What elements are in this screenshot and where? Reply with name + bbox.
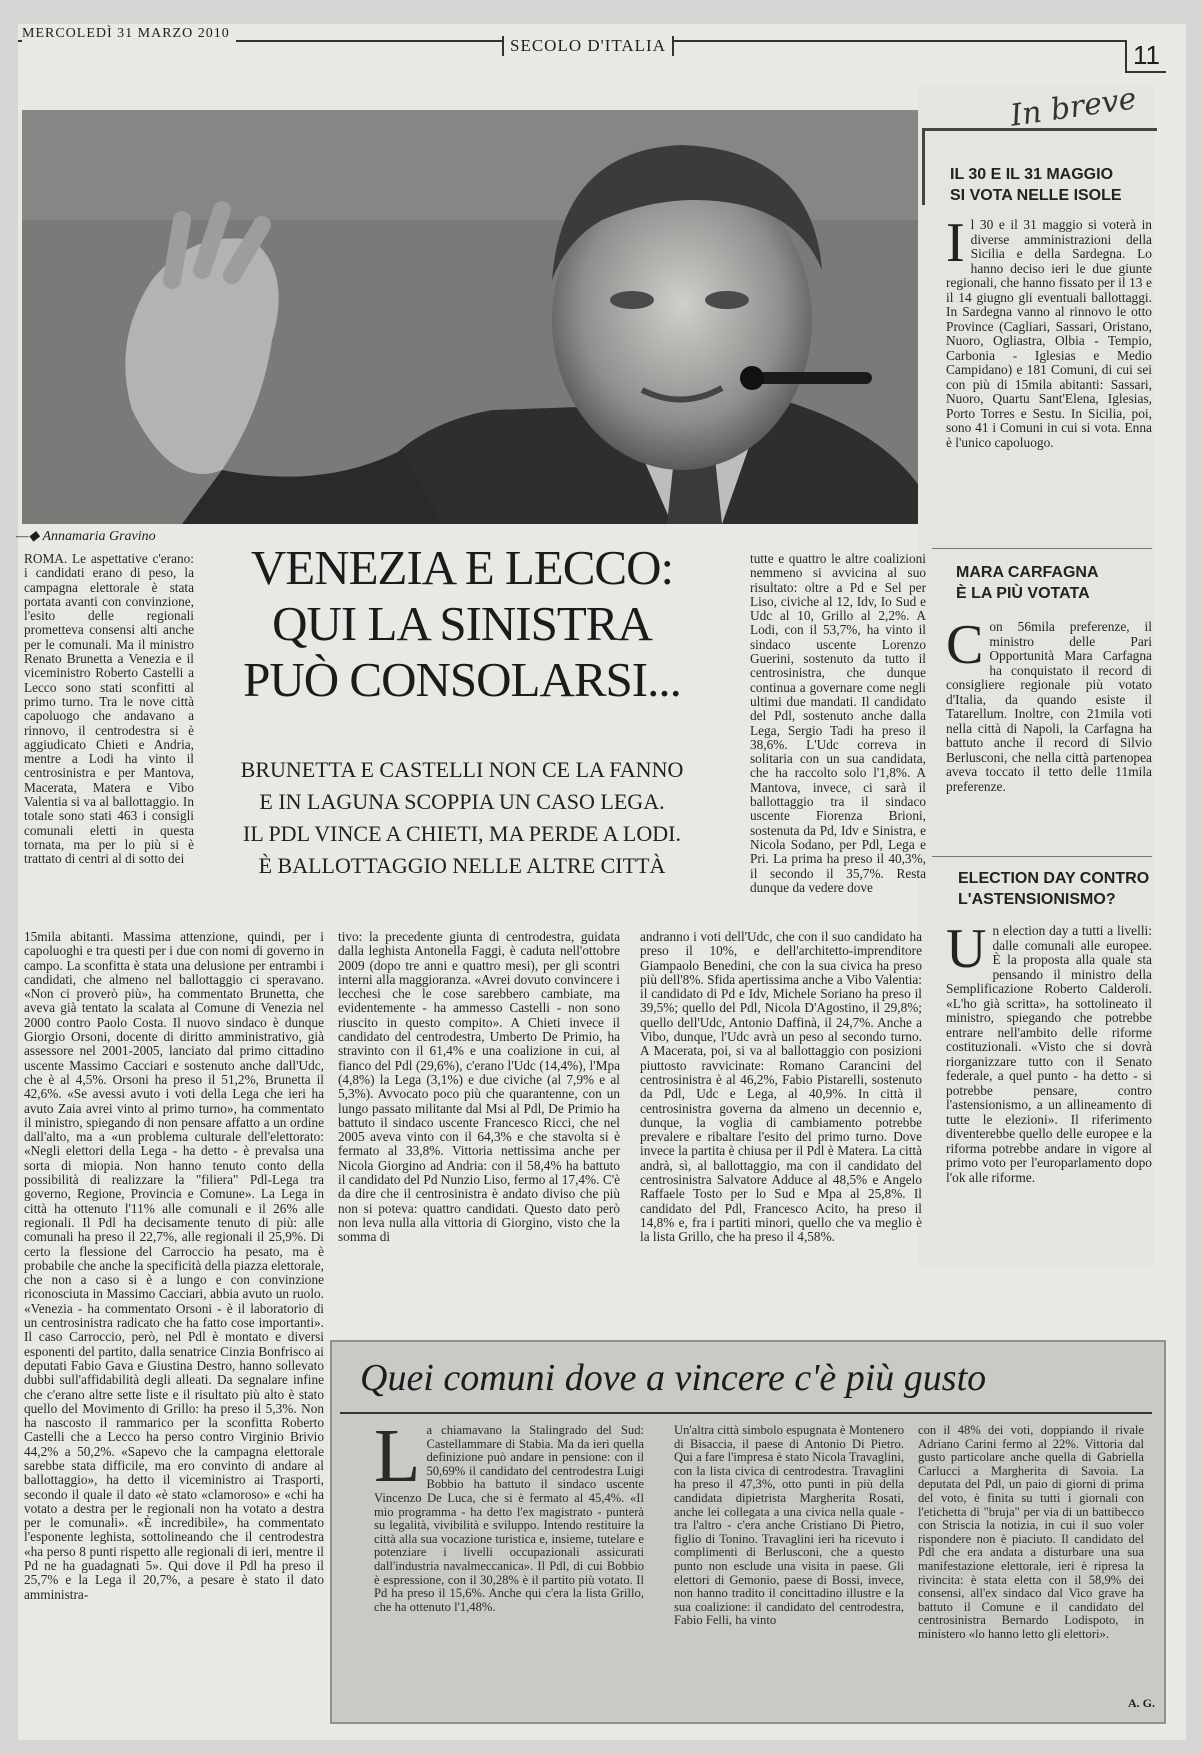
article-column-3-bottom: andranno i voti dell'Udc, che con il suo candidato ha preso il 10%, e dell'architetto-imprenditore Giampaolo Benedini, che con la sua civica ha preso più dell'8%. Sfida apertissima anche a Vibo Valentia: il candidato di Pd e Idv, Michele Soriano ha preso il 39,5%; quello del Pdl, Nicola D'Agostino, il 29,8%; quello dell'Udc, Antonio Daffinà, il 24,7%. Anche a Vibo, dunque, l'Udc avrà un peso al secondo turno. A Macerata, poi, si va al ballottaggio con posizioni piuttosto ravvicinate: Romano Carancini del centrosinistra è al 46,2%, Fabio Pistarelli, sostenuto da Pdl, Udc e Lega, al 40,9%. In città il centrosinistra governa da almeno un decennio e, dunque, la voglia di cambiamento potrebbe prevalere e ribaltare l'esito del primo turno. Dove invece la partita è chiusa per il Pdl è Matera. La città andrà, sì, al ballottaggio, ma con il candidato del centrosinistra Salvatore Adduce al 48,5% e Angelo Raffaele Tosto per lo Sud e Mpa al 25,8%. Il candidato del Pdl, Francesco Acito, ha preso il 14,8% e, fra i partiti minori, quello che va meglio è la lista Grillo, che ha preso il 4,58%. — [640, 930, 922, 1245]
sidebar-separator — [932, 548, 1152, 549]
subhead-line: BRUNETTA E CASTELLI NON CE LA FANNO — [240, 757, 684, 782]
headline-line: QUI LA SINISTRA — [272, 596, 652, 651]
masthead: SECOLO D'ITALIA — [502, 36, 674, 56]
byline: —◆ Annamaria Gravino — [16, 529, 156, 544]
sidebar-item2-title — [956, 562, 1099, 604]
paragraph: n election day a tutti a livelli: dalle comunali alle europee. È la proposta alla quale sta pensando il ministro della Semplificazione Roberto Calderoli. «L'ho già scritta», ha sottolineato il ministro, spiegando che potrebbe entrare nell'ambito delle riforme costituzionali. «Visto che si dovrà riorganizzare tutto con il Senato federale, a quel punto - ha detto - si potrebbe pensare, contro l'astensionismo, a un allineamento di tutte le elezioni». Il riferimento diventerebbe quello delle europee e la riforma potrebbe andare in vigore al primo voto per l'europarlamento dopo l'ok alle riforme. — [946, 923, 1152, 1185]
paragraph: l 30 e il 31 maggio si voterà in diverse amministrazioni della Sicilia e della Sardegna. Lo hanno deciso ieri le due giunte regionali, che hanno fissato per il 13 e il 14 giugno gli eventuali ballottaggi. In Sardegna vanno al rinnovo le otto Province (Cagliari, Sassari, Oristano, Nuoro, Ogliastra, Olbia - Tempio, Carbonia - Iglesias e Medio Campidano) e 181 Comuni, di cui sei con più di 15mila abitanti: Sassari, Nuoro, Quartu Sant'Elena, Iglesias, Porto Torres e Sestu. In Sicilia, poi, sono 41 i Comuni in cui si vota. Enna è l'unico capoluogo. — [946, 217, 1152, 450]
dropcap: I — [946, 212, 965, 274]
sidebar-item2-text — [946, 614, 1152, 856]
title-line: IL 30 E IL 31 MAGGIO — [950, 166, 1114, 183]
article-photo — [22, 110, 922, 524]
box-column-1 — [374, 1424, 644, 1710]
title-line: ELECTION DAY CONTRO — [958, 870, 1150, 887]
paragraph: on 56mila preferenze, il ministro delle Pari Opportunità Mara Carfagna ha conquistato il record di consigliere regionale più votato d'Italia, da quando esiste il Tatarellum. Inoltre, con 21mila voti nella città di Napoli, la Carfagna ha battuto anche il record di Silvio Berlusconi, che nella città partenopea aveva toccato il tetto delle 11mila preferenze. — [946, 619, 1152, 794]
portrait-illustration — [22, 110, 922, 524]
sidebar-separator — [932, 856, 1152, 857]
sidebar-item3-text — [946, 918, 1152, 1294]
box-column-2: Un'altra città simbolo espugnata è Montenero di Bisaccia, il paese di Antonio Di Pietro. Qui a fare l'impresa è stato Nicola Travaglini, con la lista civica di centrodestra. Travaglini ha preso il 47,3%, otto punti in più della candidata dipietrista Margherita Rosati, anche lei collegata a una civica nella quale - tra l'altro - c'era anche Cristiano Di Pietro, figlio di Tonino. Travaglini ieri ha ricevuto i complimenti di Berlusconi, che a questo punto non esclude una visita in paese. Gli elettori di Gemonio, paese di Bossi, invece, non hanno tradito il concittadino illustre e la sua coalizione: il candidato del centrodestra, Fabio Felli, ha vinto — [674, 1424, 904, 1628]
author-name: Annamaria Gravino — [42, 529, 156, 544]
title-line: SI VOTA NELLE ISOLE — [950, 187, 1122, 204]
dropcap: U — [946, 918, 987, 980]
sidebar-item3-title — [958, 868, 1149, 910]
headline — [192, 540, 732, 708]
dropcap: L — [374, 1424, 421, 1498]
subhead-line: E IN LAGUNA SCOPPIA UN CASO LEGA. — [259, 789, 665, 814]
title-line: È LA PIÙ VOTATA — [956, 585, 1090, 602]
box-title-rule — [340, 1412, 1152, 1414]
dropcap: C — [946, 614, 984, 676]
article-column-1-bottom: 15mila abitanti. Massima attenzione, quindi, per i capoluoghi e tra questi per i due con nomi di governo in campo. La sconfitta è stata una delusione per entrambi i candidati, che almeno nel ballottaggio ci speravano. «Non ci proverò più», ha commentato Brunetta, che aveva già tentato la scalata al Comune di Venezia nel 2000 contro Paolo Costa. Il nuovo sindaco è dunque Giorgio Orsoni, docente di diritto amministrativo, già assessore nel 2001-2005, lanciato dal primo cittadino uscente Massimo Cacciari e sostenuto anche dall'Udc, che è al 4,5%. Orsoni ha preso il 51,2%, Brunetta il 42,6%. «Se avessi avuto i voti della Lega che ieri ha avuto Zaia avrei vinto al primo turno», ha commentato il ministro, spiegando di non pensare affatto a un ordine dall'alto, ma a «un problema culturale dell'elettorato: «Negli elettori della Lega - ha detto - è prevalsa una sorta di miopia. Non hanno tenuto conto della possibilità di realizzare la "filiera" Pdl-Lega tra governo, Regione, Provincia e Comune». La Lega in città ha ottenuto l'11% alle comunali e il 26% alle regionali. Il Pdl ha decisamente tenuto di più: alle comunali ha preso il 22,7%, alle regionali il 25,9%. Di certo la flessione del Carroccio ha pesato, ma è probabile che anche la specificità della piazza elettorale, che non a caso si è a lungo e con convinzione riconosciuta in Massimo Cacciari, abbia avuto un ruolo. «Venezia - ha commentato Orsoni - è il laboratorio di un centrosinistra radicato che ha fatto cose importanti». Il caso Carroccio, però, nel Pdl è montato e diversi esponenti del partito, dalla senatrice Cinzia Bonfrisco ai deputati Fabio Gava e Giustina Destro, hanno sollevato dubbi sull'affidabilità degli alleati. Da segnalare infine che c'erano altre sette liste e il risultato più alto è stato quello del Movimento di Grillo: ha preso il 5,3%. Non ha nascosto il rammarico per la sconfitta Roberto Castelli che a Lecco ha perso contro Virginio Brivio 44,2% a 50,2%. «Sapevo che la campagna elettorale sarebbe stata difficile, ma ero convinto di andare al ballottaggio», ha detto il viceministro ai Trasporti, secondo il quale il dato «è stato «clamoroso» e «chi ha votato a destra per le regionali non ha votato a destra per le comunali». «È incredibile», ha commentato l'esponente leghista, sottolineando che il centrodestra «ha perso 8 punti rispetto alle regionali di ieri, mentre il Pd ne ha guadagnati 5». Qui dove il Pdl ha preso il 25,7% e la Lega il 20,7%, a pesare è stato il dato amministra- — [24, 930, 324, 1602]
article-column-3-top: tutte e quattro le altre coalizioni nemmeno si avvicina al suo risultato: oltre a Pd e Sel per Liso, civiche al 12, Idv, Io Sud e Udc al 10, Grillo al 2,2%. A Lodi, con il 53,7%, ha vinto il sindaco uscente Lorenzo Guerini, sostenuto da tutto il centrosinistra, che dunque continua a governare come negli ultimi due mandati. Il candidato del Pdl, sostenuto anche dalla Lega, Sergio Tadi ha preso il 38,6%. L'Udc correva in solitaria con un sua candidata, che ha raccolto solo l'1,8%. A Mantova, invece, ci sarà il ballottaggio tra il sindaco uscente Fiorenza Brioni, sostenuta da Pd, Idv e Sinistra, e Nicola Sodano, per Pdl, Lega e Pri. La prima ha preso il 40,3%, il secondo il 35,7%. Resta dunque da vedere dove — [750, 552, 926, 895]
box-signature: A. G. — [1128, 1696, 1155, 1710]
sidebar-item1-text — [946, 212, 1152, 538]
page-header — [18, 26, 1186, 70]
article-column-1-top: ROMA. Le aspettative c'erano: i candidati erano di peso, la campagna elettorale è stata portata avanti con convinzione, l'esito delle regionali prometteva consensi alti anche per le comunali. Ma il ministro Renato Brunetta a Venezia e il viceministro Roberto Castelli a Lecco sono stati sconfitti al primo turno. Tra le nove città capoluogo che andavano a rinnovo, il centrodestra si è aggiudicato Chieti e Andria, mentre a Lodi ha vinto il centrosinistra e per Mantova, Macerata, Matera e Vibo Valentia si va al ballottaggio. In totale sono stati 463 i consigli comunali eletti in questa tornata, ma per lo più si è trattato di centri al di sotto dei — [24, 552, 194, 867]
paragraph: a chiamavano la Stalingrado del Sud: Castellammare di Stabia. Ma da ieri quella definizione può andare in pensione: con il 50,69% il candidato del centrodestra Luigi Bobbio ha battuto il sindaco uscente Vincenzo De Luca, che si è fermato al 45,4%. «Il mio programma - ha detto l'ex magistrato - punterà su legalità, vivibilità e sviluppo. Intendo restituire la città alla sua vocazione turistica e, insieme, tutelare e potenziare i livelli occupazionali assicurati dall'industria navalmeccanica». Il Pdl, di cui Bobbio è espressione, con il 30,28% è il partito più votato. Il Pd ha preso il 15,6%. Anche qui c'era la lista Grillo, che ha ottenuto l'1,48%. — [374, 1424, 644, 1614]
box-column-3: con il 48% dei voti, doppiando il rivale Adriano Carini fermo al 22%. Vittoria dal gusto particolare anche quella di Gabriella Carlucci a Margherita di Savoia. La deputata del Pdl, un paio di giorni di prima del voto, è finita su tutti i giornali con l'etichetta di "bruja" per via di un battibecco con Striscia la notizia, in cui il suo voler rispondere non è piaciuto. Il candidato del Pdl che era andata a disturbare una sua manifestazione elettorale, ieri è ripresa la rivincita: è stata eletta con il 58,9% dei consensi, all'ex sindaco dal Vico grave ha battuto il Comune e il candidato del centrosinistra Bernardo Lodispoto, in ministero «lo hanno letto gli elettori». — [918, 1424, 1144, 1641]
subheadline — [192, 754, 732, 882]
in-breve-label: In breve — [1008, 81, 1139, 134]
headline-line: PUÒ CONSOLARSI... — [243, 652, 681, 707]
title-line: MARA CARFAGNA — [956, 564, 1099, 581]
headline-line: VENEZIA E LECCO: — [250, 540, 674, 595]
header-date: MERCOLEDÌ 31 MARZO 2010 — [22, 26, 236, 42]
title-line: L'ASTENSIONISMO? — [958, 891, 1116, 908]
page-number: 11 — [1125, 40, 1166, 73]
subhead-line: IL PDL VINCE A CHIETI, MA PERDE A LODI. — [243, 821, 681, 846]
subhead-line: È BALLOTTAGGIO NELLE ALTRE CITTÀ — [258, 853, 666, 878]
box-title: Quei comuni dove a vincere c'è più gusto — [360, 1357, 987, 1399]
article-column-2: tivo: la precedente giunta di centrodestra, guidata dalla leghista Antonella Faggi, è caduta nell'ottobre 2009 (dopo tre anni e quattro mesi), per gli scontri interni alla maggioranza. «Avrei dovuto convincere i lecchesi che le cose sarebbero cambiate, ma evidentemente - ha ammesso Castelli - non sono riuscito in questo compito». A Chieti invece il candidato del centrodestra, Umberto De Primio, ha stravinto con il 61,4% e una coalizione in cui, al fianco del Pdl (29,6%), c'erano l'Udc (14,4%), l'Mpa (4,8%) la Lega (3,1%) e due civiche (al 7,9% e al 5,3%). Avvocato poco più che quarantenne, con un lungo passato militante dal Msi al Pdl, De Primio ha battuto il sindaco uscente Francesco Ricci, che nel 2005 aveva vinto con il 64,3% e che stavolta si è fermato al 33,8%. Vittoria nettissima anche per Nicola Giorgino ad Andria: con il 58,4% ha battuto il candidato del Pd Nunzio Liso, fermo al 17,4%. C'è da dire che il centrosinistra è andato diviso che più non si poteva: quattro candidati. Questo dato però non leva nulla alla vittoria di Giorgino, visto che la somma di — [338, 930, 620, 1245]
sidebar-item1-title — [950, 164, 1122, 206]
